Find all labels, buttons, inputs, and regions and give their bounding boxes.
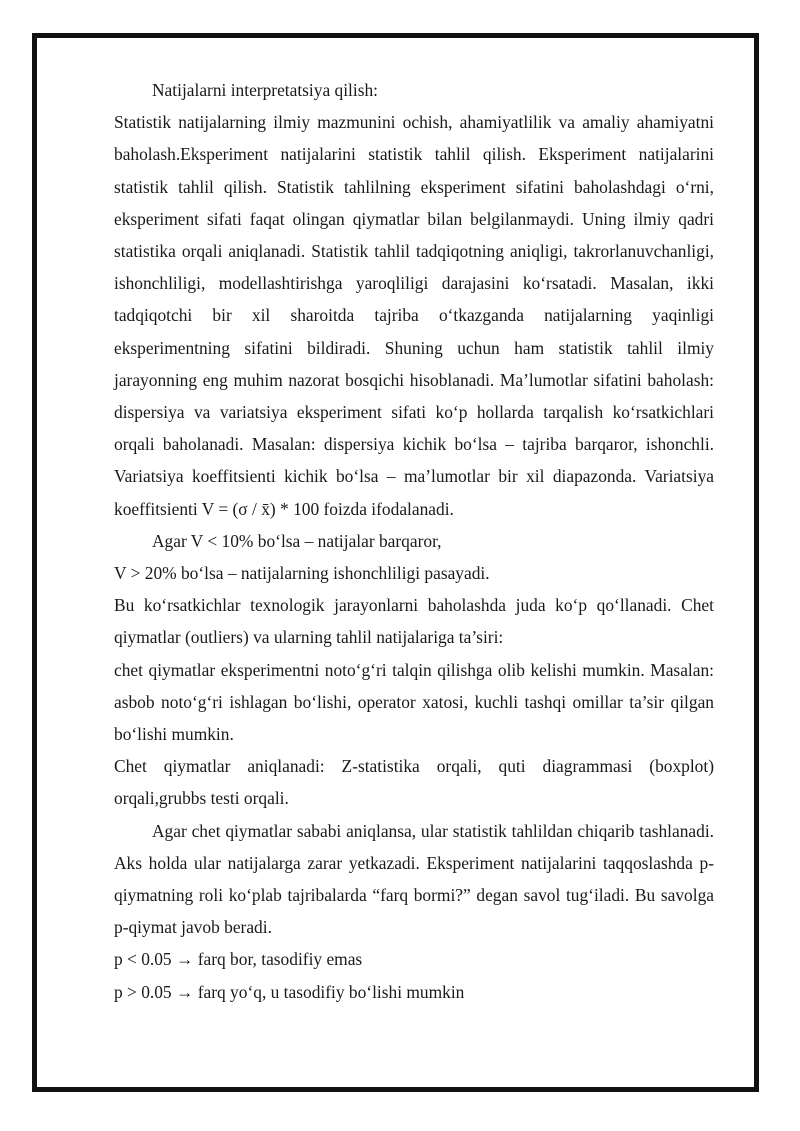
section-heading: Natijalarni interpretatsiya qilish:: [152, 80, 379, 100]
document-body: [114, 74, 714, 1008]
paragraph-v-below-10: Agar V < 10% bo‘lsa – natijalar barqaror,: [152, 530, 442, 551]
paragraph-p-above: p > 0.05 → farq yo‘q, u tasodifiy bo‘lishi mumkin: [114, 981, 465, 1002]
paragraph-outliers-effect: chet qiymatlar eksperimentni noto‘g‘ri talqin qilishga olib kelishi mumkin. Masalan: asbob noto‘g‘ri ishlagan bo‘lishi, operator xatosi, kuchli tashqi omillar ta’sir qilgan bo‘lishi mumkin.: [114, 659, 714, 745]
paragraph-outliers-detection: Chet qiymatlar aniqlanadi: Z-statistika orqali, quti diagrammasi (boxplot) orqali,grubbs testi orqali.: [114, 756, 714, 809]
paragraph-p-below: p < 0.05 → farq bor, tasodifiy emas: [114, 949, 363, 970]
paragraph-p-value: Agar chet qiymatlar sababi aniqlansa, ular statistik tahlildan chiqarib tashlanadi. Aks holda ular natijalarga zarar yetkazadi. Eksperiment natijalarini taqqoslashda p-qiymatning roli ko‘plab tajribalarda “farq bormi?” degan savol tug‘iladi. Bu savolga p-qiymat javob beradi.: [114, 820, 714, 938]
paragraph-v-above-20: V > 20% bo‘lsa – natijalarning ishonchliligi pasayadi.: [114, 563, 490, 584]
paragraph-outliers-intro: Bu ko‘rsatkichlar texnologik jarayonlarni baholashda juda ko‘p qo‘llanadi. Chet qiymatlar (outliers) va ularning tahlil natijalariga ta’siri:: [114, 595, 714, 648]
paragraph-statistical-analysis: Statistik natijalarning ilmiy mazmunini ochish, ahamiyatlilik va amaliy ahamiyatni baholash.Eksperiment natijalarini statistik tahlil qilish. Eksperiment natijalarini statistik tahlil qilish. Statistik tahlilning eksperiment sifatini baholashdagi o‘rni, eksperiment sifati faqat olingan qiymatlar bilan belgilanmaydi. Uning ilmiy qadri statistika orqali aniqlanadi. Statistik tahlil tadqiqotning aniqligi, takrorlanuvchanligi, ishonchliligi, modellashtirishga yaroqliligi darajasini ko‘rsatadi. Masalan, ikki tadqiqotchi bir xil sharoitda tajriba o‘tkazganda natijalarning yaqinligi eksperimentning sifatini bildiradi. Shuning uchun ham statistik tahlil ilmiy jarayonning eng muhim nazorat bosqichi hisoblanadi. Ma’lumotlar sifatini baholash: dispersiya va variatsiya eksperiment sifati ko‘p hollarda tarqalish ko‘rsatkichlari orqali baholanadi. Masalan: dispersiya kichik bo‘lsa – tajriba barqaror, ishonchli. Variatsiya koeffitsienti kichik bo‘lsa – ma’lumotlar bir xil diapazonda. Variatsiya koeffitsienti V = (σ / x̄) * 100 foizda ifodalanadi.: [114, 112, 714, 519]
